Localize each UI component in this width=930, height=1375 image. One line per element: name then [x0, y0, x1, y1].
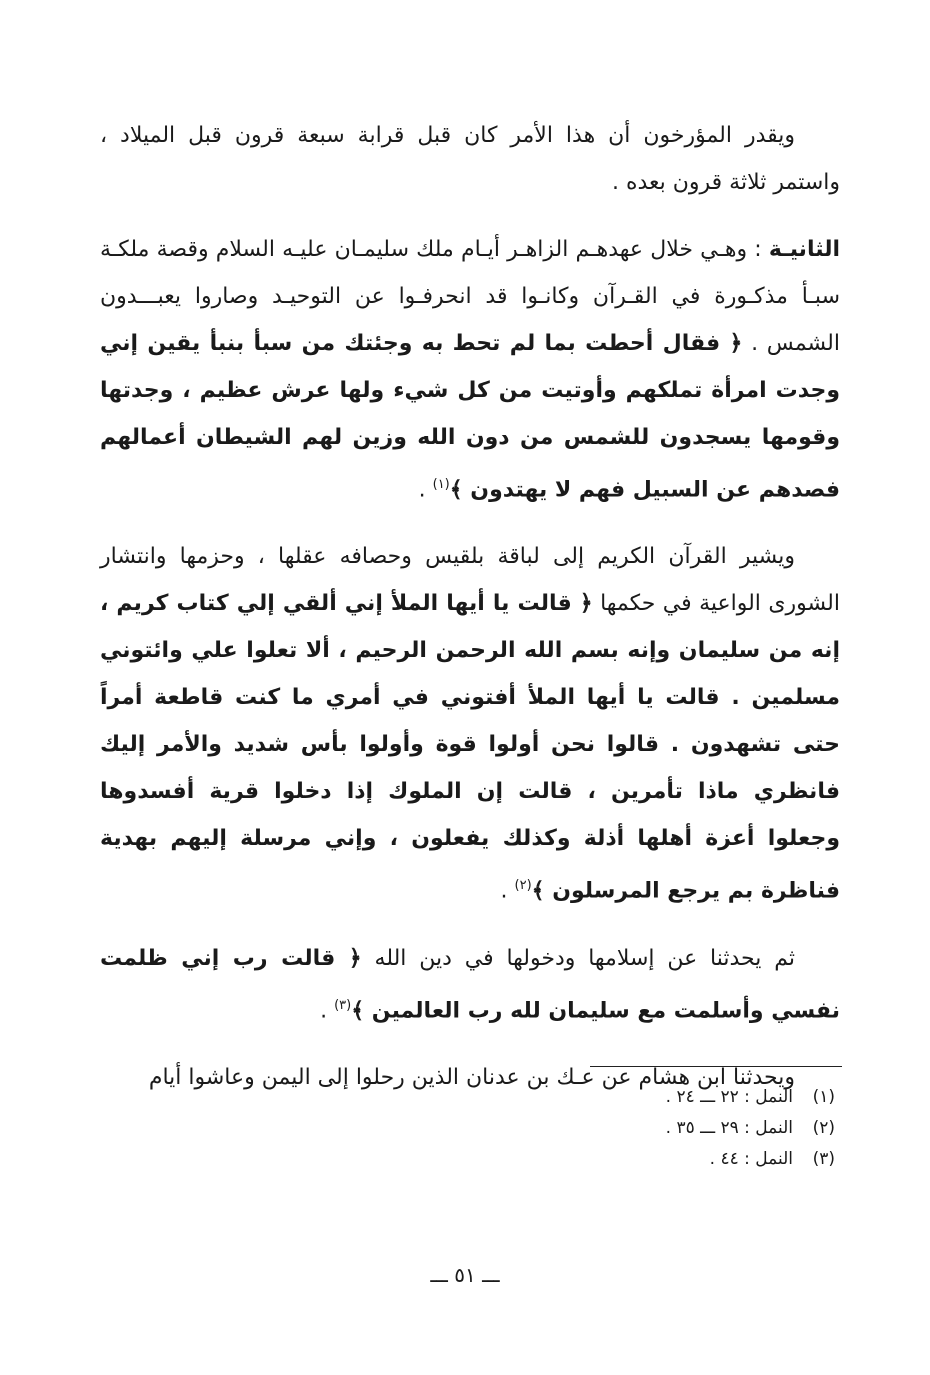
paragraph-1-text: ويقدر المؤرخون أن هذا الأمر كان قبل قرابة سبعة قرون قبل الميلاد ، واستمر ثلاثة قرون بعده .: [100, 123, 840, 195]
paragraph-1: [100, 112, 840, 206]
footnote-2-text: النمل : ٢٩ ـــ ٣٥ .: [665, 1118, 793, 1138]
paragraph-4-text: ثم يحدثنا عن إسلامها ودخولها في دين الله: [361, 945, 795, 971]
paragraph-5-text: ويحدثنا ابن هشام عن عـك بن عدنان الذين رحلوا إلى اليمن وعاشوا أيام: [148, 1064, 795, 1090]
paragraph-3-text: ويشير القرآن الكريم إلى لباقة بلقيس وحصافه عقلها ، وحزمها وانتشار الشورى الواعية في حكمها: [100, 544, 840, 617]
paragraph-3-end: .: [500, 878, 515, 904]
footnote-3: [435, 1144, 835, 1175]
footnotes: [435, 1082, 835, 1175]
paragraph-2: [100, 226, 840, 513]
page-body: [100, 112, 840, 1121]
paragraph-2-end: .: [418, 477, 433, 503]
paragraph-2-text: : وهـي خلال عهدهـم الزاهـر أيـام ملك سليمـان عليـه السلام وقصة ملكـة سبـأ مذكـورة في القـرآن وكانـوا قد انحرفـوا عن التوحيـد وصاروا يعبـــدون الشمس .: [100, 237, 840, 356]
footnote-3-text: النمل : ٤٤ .: [709, 1149, 793, 1169]
footnote-2: [435, 1113, 835, 1144]
footnote-1-text: النمل : ٢٢ ـــ ٢٤ .: [665, 1087, 793, 1107]
footnote-1-number: (١): [812, 1087, 835, 1107]
paragraph-3-quote: ﴿ قالت يا أيها الملأ إني ألقي إلي كتاب كريم ، إنه من سليمان وإنه بسم الله الرحمن الرحيم ، ألا تعلوا علي وائتوني مسلمين . قالت يا أيها الملأ أفتوني في أمري ما كنت قاطعة أمراً حتى تشهدون . قالوا نحن أولوا قوة وأولوا بأس شديد والأمر إليك فانظري ماذا تأمرين ، قالت إن الملوك إذا دخلوا قرية أفسدوها وجعلوا أعزة أهلها أذلة وكذلك يفعلون ، وإني مرسلة إليهم بهدية فناظرة بم يرجع المرسلون ﴾: [100, 591, 840, 904]
paragraph-4: [100, 935, 840, 1034]
paragraph-4-end: .: [320, 997, 335, 1023]
paragraph-4-quote: ﴿ قالت رب إني ظلمت نفسي وأسلمت مع سليمان لله رب العالمين ﴾: [100, 945, 840, 1023]
page-number: ـــ ٥١ ـــ: [430, 1263, 500, 1287]
footnote-2-number: (٢): [812, 1118, 835, 1138]
footnote-1: [435, 1082, 835, 1113]
paragraph-3: [100, 533, 840, 914]
footnote-3-number: (٣): [812, 1149, 835, 1169]
footnote-ref-1[interactable]: (١): [432, 477, 450, 492]
footnote-divider: [590, 1066, 842, 1067]
paragraph-2-quote: ﴿ فقال أحطت بما لم تحط به وجئتك من سبأ بنبأ يقين إني وجدت امرأة تملكهم وأوتيت من كل شيء ولها عرش عظيم ، وجدتها وقومها يسجدون للشمس من دون الله وزين لهم الشيطان أعمالهم فصدهم عن السبيل فهم لا يهتدون ﴾: [100, 331, 840, 503]
footnote-ref-2[interactable]: (٢): [514, 878, 532, 894]
footnote-ref-3[interactable]: (٣): [334, 997, 352, 1013]
paragraph-2-label: الثانيـة: [768, 237, 840, 262]
